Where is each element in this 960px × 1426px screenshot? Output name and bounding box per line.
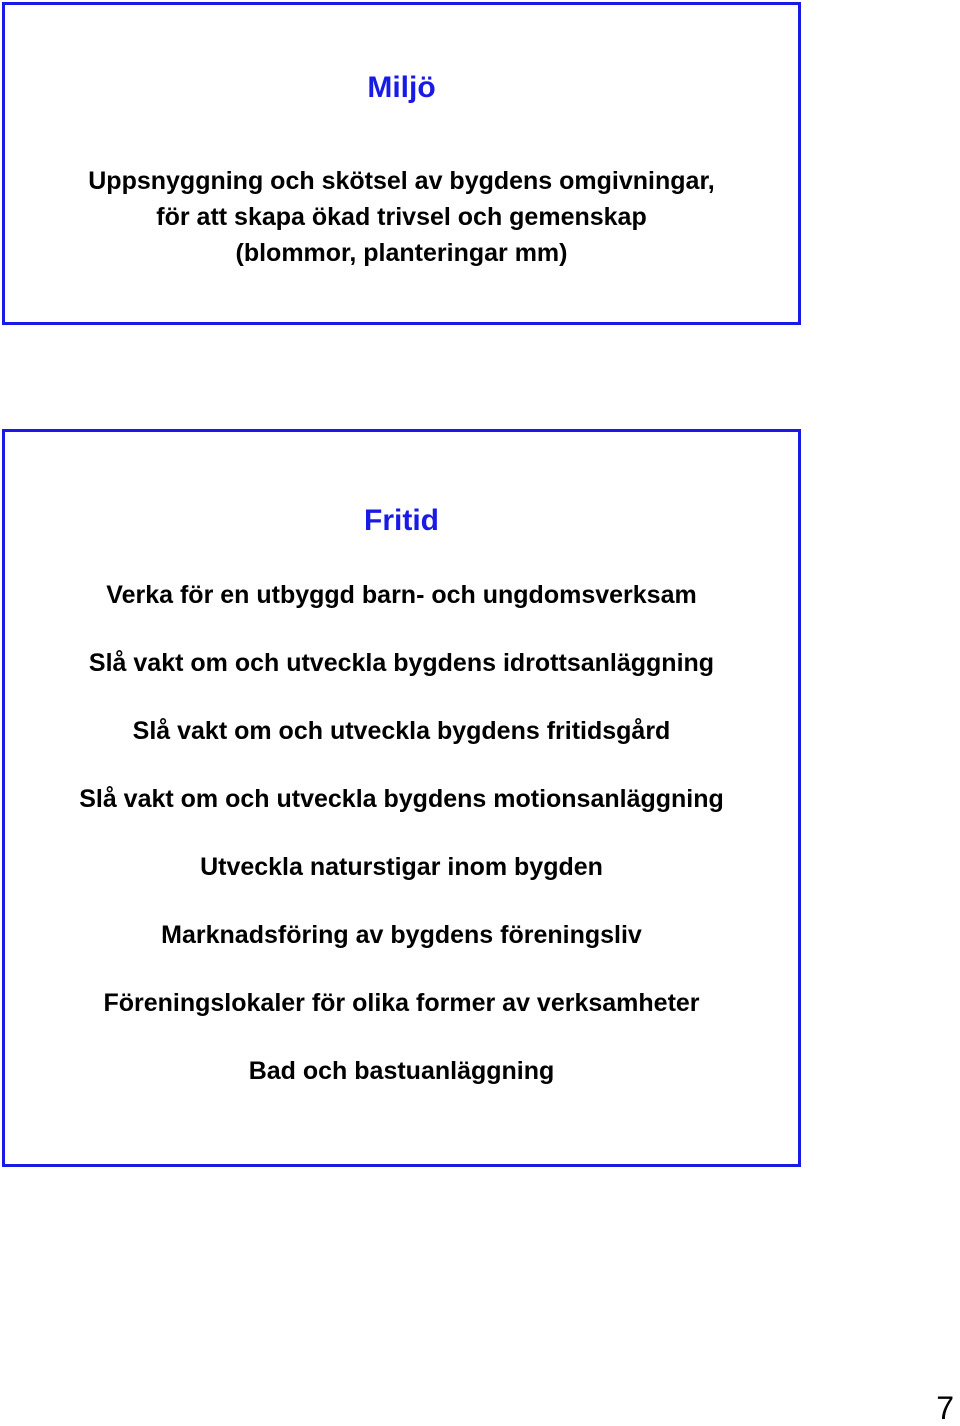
list-item: Verka för en utbyggd barn- och ungdomsverksam bbox=[106, 581, 697, 609]
body-line: Uppsnyggning och skötsel av bygdens omgivningar, bbox=[88, 167, 715, 195]
slide-body-miljo bbox=[5, 163, 798, 271]
slide-miljo bbox=[2, 2, 801, 325]
body-line: för att skapa ökad trivsel och gemenskap bbox=[156, 203, 647, 231]
list-item: Föreningslokaler för olika former av verksamheter bbox=[103, 989, 700, 1017]
list-item: Bad och bastuanläggning bbox=[248, 1057, 555, 1085]
list-item: Utveckla naturstigar inom bygden bbox=[200, 853, 603, 881]
slide-fritid bbox=[2, 429, 801, 1167]
slide-title-fritid: Fritid bbox=[364, 504, 439, 537]
list-item: Slå vakt om och utveckla bygdens fritidsgård bbox=[132, 717, 671, 745]
list-item: Slå vakt om och utveckla bygdens motionsanläggning bbox=[79, 785, 724, 813]
page-number: 7 bbox=[936, 1390, 954, 1426]
list-item: Slå vakt om och utveckla bygdens idrottsanläggning bbox=[88, 649, 715, 677]
slide-title-miljo: Miljö bbox=[367, 71, 436, 104]
fritid-list bbox=[5, 578, 798, 1122]
body-line: (blommor, planteringar mm) bbox=[235, 239, 568, 267]
list-item: Marknadsföring av bygdens föreningsliv bbox=[161, 921, 642, 949]
